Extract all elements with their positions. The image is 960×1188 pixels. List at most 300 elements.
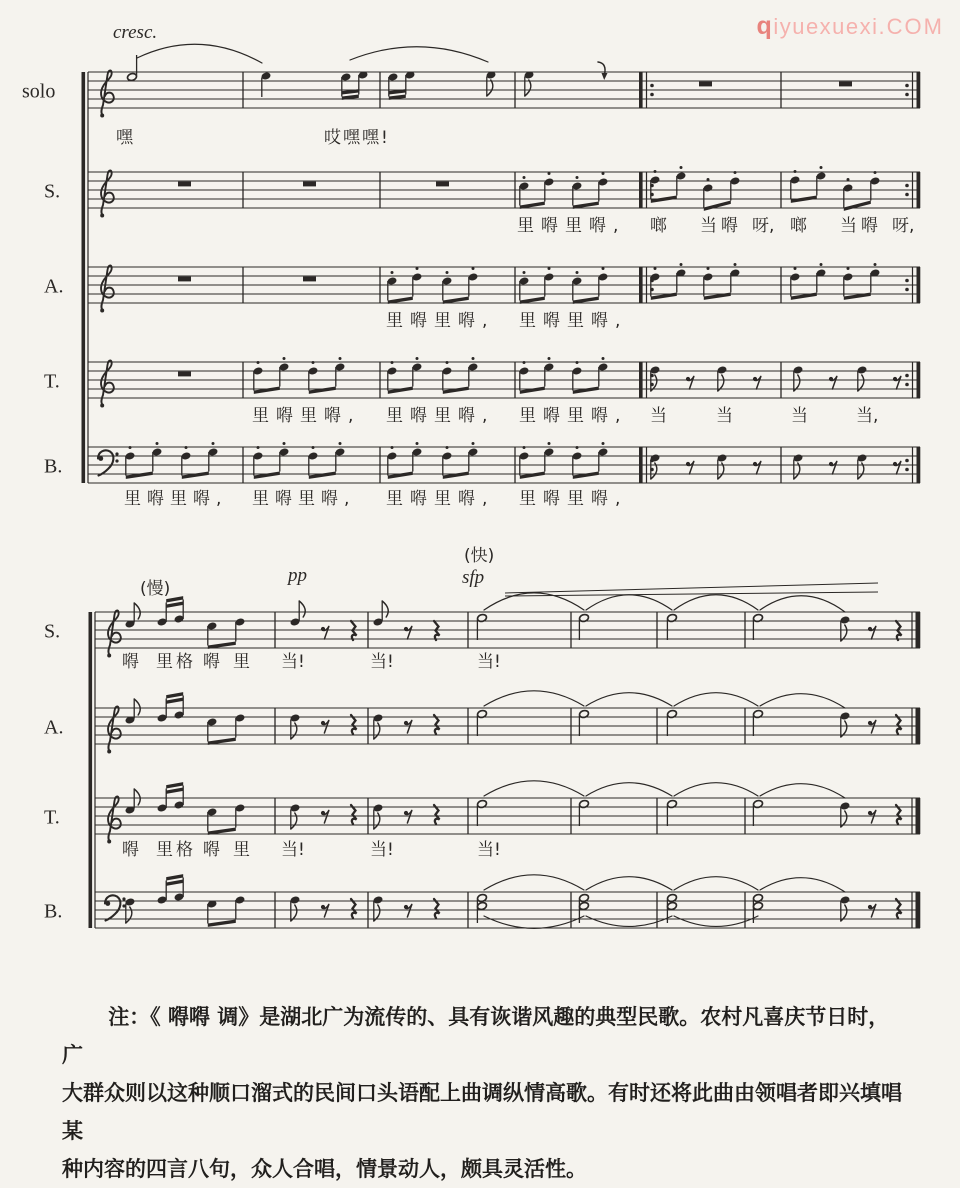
staff-a2 bbox=[44, 691, 920, 754]
repeat-dot bbox=[905, 459, 909, 463]
glyph bbox=[832, 462, 836, 475]
beamed-note-group bbox=[572, 357, 609, 394]
lyric-text: 嘿 bbox=[116, 128, 133, 148]
staccato-dot bbox=[680, 263, 683, 266]
staccato-dot bbox=[734, 171, 737, 174]
glyph bbox=[689, 377, 693, 390]
half-note bbox=[579, 799, 590, 826]
beamed-note-group bbox=[125, 442, 163, 479]
glyph bbox=[871, 811, 875, 824]
staccato-dot bbox=[847, 178, 850, 181]
quarter-note bbox=[261, 71, 272, 97]
eighth-rest bbox=[893, 377, 901, 390]
staccato-dot bbox=[283, 442, 286, 445]
quarter-rest bbox=[896, 805, 902, 824]
clef-dot bbox=[115, 459, 118, 462]
beamed-note-group bbox=[207, 713, 246, 744]
beam bbox=[443, 387, 469, 394]
eighth-rest bbox=[321, 627, 329, 640]
staccato-dot bbox=[680, 166, 683, 169]
barline-thick bbox=[916, 892, 921, 928]
barline-thick bbox=[639, 72, 643, 108]
lyric-text: 哎嘿嘿! bbox=[324, 128, 390, 148]
beamed-note-group bbox=[157, 692, 185, 722]
watermark-body: iyuexuexi bbox=[773, 14, 879, 39]
beamed-note-group bbox=[207, 803, 246, 834]
note-flag bbox=[374, 813, 380, 829]
barline-thick bbox=[916, 798, 921, 834]
eighth-rest bbox=[868, 627, 876, 640]
staccato-dot bbox=[472, 442, 475, 445]
whole-rest bbox=[178, 277, 191, 282]
beam bbox=[520, 472, 545, 479]
staccato-dot bbox=[312, 361, 315, 364]
quarter-rest bbox=[351, 715, 357, 734]
slur bbox=[484, 916, 584, 928]
half-note bbox=[753, 709, 764, 736]
slur bbox=[760, 596, 845, 612]
tempo-marking: (快) bbox=[464, 546, 495, 566]
staccato-dot bbox=[874, 263, 877, 266]
staccato-dot bbox=[185, 446, 188, 449]
staccato-dot bbox=[602, 442, 605, 445]
glyph bbox=[324, 627, 328, 640]
lyric-text: 里格 bbox=[156, 840, 196, 860]
note-flag bbox=[525, 80, 531, 96]
notehead bbox=[579, 901, 590, 910]
beamed-note-group bbox=[843, 171, 881, 211]
lyric-text: 当! bbox=[370, 840, 394, 860]
dynamic-marking: cresc. bbox=[113, 22, 158, 43]
eighth-note bbox=[717, 365, 728, 391]
treble-clef-icon bbox=[100, 70, 114, 117]
staccato-dot bbox=[312, 446, 315, 449]
lyric-text: 里嘚里嘚, bbox=[519, 311, 628, 331]
glyph bbox=[896, 377, 900, 390]
treble-clef-icon bbox=[107, 610, 121, 657]
staccato-dot bbox=[283, 357, 286, 360]
lyric-text: 当! bbox=[477, 652, 501, 672]
staccato-dot bbox=[576, 271, 579, 274]
staccato-dot bbox=[820, 166, 823, 169]
glyph bbox=[756, 377, 760, 390]
half-note bbox=[753, 799, 764, 826]
system-1 bbox=[22, 22, 920, 509]
staccato-dot bbox=[576, 176, 579, 179]
beamed-note-group bbox=[207, 895, 246, 926]
repeat-dot bbox=[650, 84, 654, 88]
repeat-dot bbox=[905, 193, 909, 197]
staccato-dot bbox=[391, 361, 394, 364]
eighth-note bbox=[840, 801, 851, 827]
beam bbox=[254, 472, 280, 479]
glyph bbox=[871, 905, 875, 918]
eighth-rest bbox=[686, 377, 694, 390]
staccato-dot bbox=[654, 170, 657, 173]
slur bbox=[350, 47, 488, 62]
barline-thick bbox=[917, 172, 921, 208]
glyph bbox=[407, 721, 411, 734]
beam bbox=[166, 698, 183, 704]
beam bbox=[704, 201, 731, 211]
clef-dot bbox=[98, 456, 103, 461]
lyric-text: 里嘚里嘚, bbox=[386, 489, 495, 509]
eighth-note bbox=[524, 70, 535, 96]
treble-clef-icon bbox=[100, 170, 114, 217]
repeat-dot bbox=[905, 279, 909, 283]
lyric-text: 里嘚里嘚, bbox=[517, 216, 626, 236]
repeat-dot bbox=[905, 383, 909, 387]
quarter-rest bbox=[896, 899, 902, 918]
voice-label: S. bbox=[44, 620, 61, 643]
barline-thick bbox=[639, 172, 643, 208]
staff-s2 bbox=[44, 546, 920, 672]
slur bbox=[760, 694, 845, 708]
beam bbox=[166, 692, 183, 698]
notehead bbox=[667, 901, 678, 910]
beamed-note-group bbox=[388, 70, 416, 99]
dynamic-marking: pp bbox=[288, 565, 307, 586]
slur bbox=[586, 877, 672, 890]
cresc-line bbox=[505, 592, 878, 596]
glyph bbox=[871, 627, 875, 640]
beam bbox=[388, 387, 413, 394]
footnote bbox=[62, 998, 908, 1188]
watermark-tld: .COM bbox=[878, 14, 944, 39]
glyph bbox=[407, 627, 411, 640]
whole-rest bbox=[699, 82, 712, 87]
staccato-dot bbox=[576, 361, 579, 364]
repeat-dot bbox=[905, 93, 909, 97]
voice-label: T. bbox=[44, 370, 60, 393]
half-note bbox=[667, 613, 678, 640]
whole-rest bbox=[303, 277, 316, 282]
lyric-text: 当 bbox=[716, 406, 733, 426]
footnote-line-3: 种内容的四言八句，众人合唱，情景动人，颇具灵活性。 bbox=[62, 1157, 587, 1181]
eighth-rest bbox=[868, 905, 876, 918]
staccato-dot bbox=[602, 357, 605, 360]
beamed-note-group bbox=[387, 442, 423, 479]
beamed-note-group bbox=[157, 596, 185, 626]
staccato-dot bbox=[707, 267, 710, 270]
clef-dot bbox=[107, 654, 111, 658]
note-flag bbox=[487, 80, 493, 96]
treble-clef-icon bbox=[100, 360, 114, 407]
voice-label: B. bbox=[44, 900, 63, 923]
beam bbox=[166, 782, 183, 788]
eighth-rest bbox=[404, 905, 412, 918]
beam bbox=[388, 472, 413, 479]
eighth-note bbox=[857, 453, 868, 479]
quarter-rest bbox=[896, 715, 902, 734]
eighth-note bbox=[840, 895, 851, 921]
eighth-rest bbox=[404, 811, 412, 824]
eighth-rest bbox=[404, 721, 412, 734]
beam bbox=[166, 788, 183, 794]
staccato-dot bbox=[734, 263, 737, 266]
half-note bbox=[667, 709, 678, 736]
lyric-text: 里格 bbox=[156, 652, 196, 672]
footnote-line-1: 注：《 嘚嘚 调》是湖北广为流传的、具有诙谐风趣的典型民歌。农村凡喜庆节日时，广 bbox=[62, 1005, 890, 1067]
eighth-rest bbox=[321, 721, 329, 734]
eighth-rest bbox=[753, 462, 761, 475]
lyric-text: 里嘚里嘚, bbox=[124, 489, 228, 509]
glyph bbox=[407, 811, 411, 824]
note-flag bbox=[134, 789, 140, 805]
slur bbox=[760, 878, 845, 892]
beam bbox=[126, 472, 153, 479]
clef-dot bbox=[105, 901, 110, 906]
beam bbox=[254, 387, 280, 394]
quarter-rest bbox=[434, 715, 440, 734]
staccato-dot bbox=[847, 267, 850, 270]
clef-dot bbox=[122, 897, 125, 900]
staccato-dot bbox=[212, 442, 215, 445]
note-flag bbox=[382, 601, 388, 617]
eighth-note bbox=[486, 70, 497, 96]
voice-label: T. bbox=[44, 806, 60, 829]
eighth-note bbox=[793, 453, 804, 479]
slur bbox=[586, 783, 672, 796]
eighth-rest bbox=[868, 811, 876, 824]
bass-clef-stroke bbox=[98, 450, 113, 475]
staff-a1 bbox=[44, 263, 920, 331]
treble-clef-icon bbox=[100, 265, 114, 312]
staccato-dot bbox=[416, 442, 419, 445]
quarter-rest bbox=[351, 899, 357, 918]
staccato-dot bbox=[602, 172, 605, 175]
eighth-rest bbox=[829, 377, 837, 390]
staff-b2 bbox=[44, 874, 920, 928]
barline-thick bbox=[639, 267, 643, 303]
staccato-dot bbox=[339, 442, 342, 445]
staccato-dot bbox=[416, 357, 419, 360]
staccato-dot bbox=[472, 357, 475, 360]
beam bbox=[573, 472, 599, 479]
staccato-dot bbox=[391, 446, 394, 449]
staccato-dot bbox=[548, 267, 551, 270]
eighth-rest bbox=[321, 811, 329, 824]
clef-dot bbox=[107, 750, 111, 754]
voice-label: B. bbox=[44, 455, 63, 478]
barline-thick bbox=[917, 447, 921, 483]
voice-label: A. bbox=[44, 275, 64, 298]
eighth-note bbox=[840, 615, 851, 641]
eighth-rest bbox=[829, 462, 837, 475]
staccato-dot bbox=[156, 442, 159, 445]
beam bbox=[309, 472, 336, 479]
glyph bbox=[324, 905, 328, 918]
dynamic-marking: sfp bbox=[462, 567, 485, 588]
half-note bbox=[579, 613, 590, 640]
beamed-note-group bbox=[519, 442, 555, 479]
clef-dot bbox=[107, 840, 111, 844]
slur bbox=[586, 916, 672, 926]
staccato-dot bbox=[446, 361, 449, 364]
lyric-text: 呀, bbox=[752, 216, 775, 236]
staff-t1 bbox=[44, 357, 920, 426]
bass-clef-icon bbox=[105, 895, 126, 920]
staccato-dot bbox=[472, 267, 475, 270]
lyric-text: 当! bbox=[370, 652, 394, 672]
barline-thick bbox=[917, 72, 921, 108]
note-flag bbox=[299, 601, 305, 617]
beam bbox=[520, 387, 545, 394]
lyric-text: 啷 bbox=[650, 216, 667, 236]
beam bbox=[443, 472, 469, 479]
repeat-dot bbox=[905, 184, 909, 188]
half-note bbox=[477, 799, 488, 826]
half-note bbox=[127, 55, 138, 82]
eighth-note bbox=[857, 365, 868, 391]
lyric-text: 里嘚里嘚, bbox=[519, 406, 628, 426]
treble-clef-icon bbox=[107, 706, 121, 753]
whole-rest bbox=[436, 182, 449, 187]
notehead bbox=[127, 72, 138, 81]
breath-arrowhead bbox=[602, 73, 608, 80]
note-flag bbox=[126, 907, 132, 923]
slur bbox=[137, 44, 262, 63]
beamed-note-group bbox=[207, 617, 246, 648]
staccato-dot bbox=[576, 446, 579, 449]
eighth-note bbox=[373, 895, 384, 921]
slur bbox=[674, 783, 758, 796]
notehead bbox=[753, 901, 764, 910]
staccato-dot bbox=[548, 357, 551, 360]
staccato-dot bbox=[257, 446, 260, 449]
eighth-rest bbox=[686, 462, 694, 475]
note-flag bbox=[134, 699, 140, 715]
eighth-rest bbox=[868, 721, 876, 734]
staccato-dot bbox=[602, 267, 605, 270]
voice-label: S. bbox=[44, 180, 61, 203]
eighth-note bbox=[650, 453, 661, 479]
whole-rest bbox=[178, 372, 191, 377]
beam bbox=[309, 387, 336, 394]
lyric-text: 嘚 bbox=[122, 652, 139, 672]
lyric-text: 当! bbox=[477, 840, 501, 860]
barline-thick bbox=[639, 447, 643, 483]
treble-clef-icon bbox=[107, 796, 121, 843]
beam bbox=[651, 196, 677, 203]
glyph bbox=[896, 462, 900, 475]
beamed-note-group bbox=[703, 171, 741, 211]
barline-thick bbox=[916, 708, 921, 744]
eighth-rest bbox=[321, 905, 329, 918]
staccato-dot bbox=[523, 446, 526, 449]
half-note bbox=[477, 709, 488, 736]
eighth-note bbox=[793, 365, 804, 391]
slur bbox=[484, 781, 584, 796]
watermark-lead: q bbox=[756, 12, 774, 40]
bass-clef-stroke bbox=[105, 895, 120, 920]
staccato-dot bbox=[654, 267, 657, 270]
eighth-note bbox=[373, 601, 389, 627]
clef-dot bbox=[115, 452, 118, 455]
lyric-text: 当嘚 bbox=[700, 216, 742, 236]
whole-rest bbox=[303, 182, 316, 187]
lyric-text: 当, bbox=[856, 406, 879, 426]
system-start-barline bbox=[82, 72, 86, 483]
eighth-note bbox=[290, 895, 301, 921]
slur bbox=[674, 595, 758, 610]
lyric-text: 嘚 bbox=[203, 840, 220, 860]
beamed-note-group bbox=[442, 442, 479, 479]
staccato-dot bbox=[707, 178, 710, 181]
barline-thick bbox=[917, 267, 921, 303]
lyric-text: 里嘚里嘚, bbox=[252, 406, 361, 426]
cresc-line bbox=[505, 583, 878, 593]
note-flag bbox=[291, 813, 297, 829]
staccato-dot bbox=[523, 361, 526, 364]
repeat-dot bbox=[905, 288, 909, 292]
bass-clef-icon bbox=[98, 450, 119, 475]
lyric-text: 当! bbox=[281, 840, 305, 860]
eighth-note bbox=[290, 601, 306, 627]
eighth-note bbox=[840, 711, 851, 737]
beamed-note-group bbox=[253, 442, 290, 479]
half-note bbox=[753, 613, 764, 640]
beam bbox=[166, 880, 183, 886]
beamed-note-group bbox=[253, 357, 290, 394]
note-flag bbox=[374, 723, 380, 739]
quarter-rest bbox=[351, 805, 357, 824]
lyric-text: 当! bbox=[281, 652, 305, 672]
system-start-barline bbox=[89, 612, 93, 928]
half-note bbox=[667, 799, 678, 826]
glyph bbox=[324, 811, 328, 824]
slur bbox=[760, 784, 845, 798]
staccato-dot bbox=[129, 446, 132, 449]
staff-s1 bbox=[44, 166, 920, 236]
lyric-text: 里嘚里嘚, bbox=[386, 311, 495, 331]
voice-label: solo bbox=[22, 80, 56, 103]
beamed-note-group bbox=[157, 874, 185, 904]
whole-rest bbox=[839, 82, 852, 87]
lyric-text: 里嘚里嘚, bbox=[519, 489, 628, 509]
repeat-dot bbox=[905, 84, 909, 88]
note-flag bbox=[134, 603, 140, 619]
staccato-dot bbox=[391, 271, 394, 274]
staccato-dot bbox=[446, 446, 449, 449]
slur bbox=[674, 693, 758, 706]
eighth-rest bbox=[404, 627, 412, 640]
clef-dot bbox=[100, 404, 104, 408]
beam bbox=[573, 387, 599, 394]
repeat-dot bbox=[650, 93, 654, 97]
staccato-dot bbox=[257, 361, 260, 364]
slur bbox=[674, 877, 758, 890]
barline-thick bbox=[639, 362, 643, 398]
lyric-text: 呀, bbox=[892, 216, 915, 236]
clef-dot bbox=[100, 309, 104, 313]
beamed-note-group bbox=[442, 357, 479, 394]
lyric-text: 里 bbox=[233, 840, 250, 860]
staccato-dot bbox=[446, 271, 449, 274]
beamed-note-group bbox=[308, 442, 346, 479]
glyph bbox=[689, 462, 693, 475]
eighth-note bbox=[650, 365, 661, 391]
staccato-dot bbox=[339, 357, 342, 360]
staff-t2 bbox=[44, 781, 920, 860]
eighth-rest bbox=[893, 462, 901, 475]
clef-dot bbox=[100, 114, 104, 118]
lyric-text: 当嘚 bbox=[840, 216, 882, 236]
quarter-rest bbox=[434, 899, 440, 918]
glyph bbox=[324, 721, 328, 734]
clef-dot bbox=[100, 214, 104, 218]
slur bbox=[484, 691, 584, 706]
